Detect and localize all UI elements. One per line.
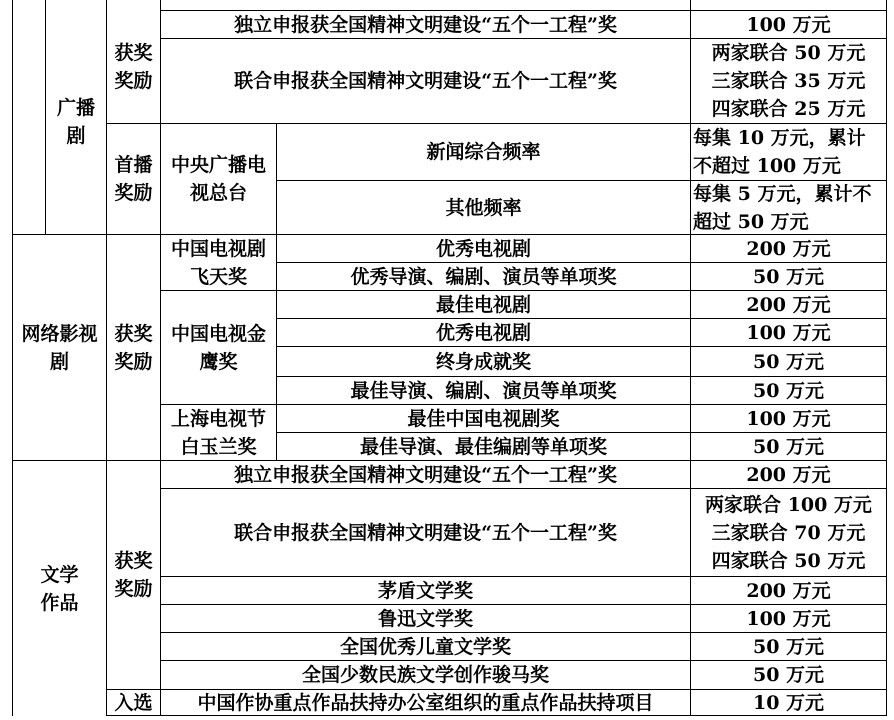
amount-value: 100 万元 bbox=[746, 13, 831, 36]
table-row-item bbox=[161, 11, 690, 38]
item-label: 全国优秀儿童文学奖 bbox=[339, 635, 511, 658]
subgroup-feitian bbox=[161, 235, 276, 290]
item-label: 独立申报获全国精神文明建设“五个一工程”奖 bbox=[234, 13, 617, 36]
item-label: 最佳导演、最佳编剧等单项奖 bbox=[359, 435, 607, 458]
table-row-item bbox=[277, 124, 690, 180]
amount-value: 10 万元 bbox=[752, 691, 825, 714]
group-selected bbox=[107, 690, 160, 715]
amount-value: 两家联合 50 万元 bbox=[711, 42, 866, 64]
item-label: 最佳电视剧 bbox=[435, 293, 531, 316]
table-row-amount bbox=[691, 377, 886, 404]
table-row-amount bbox=[691, 461, 886, 488]
group-award bbox=[107, 235, 160, 460]
table-row-amount bbox=[691, 263, 886, 290]
table-row-item bbox=[277, 235, 690, 262]
table-row-amount bbox=[691, 489, 886, 576]
subgroup-label: 上海电视节白玉兰奖 bbox=[170, 407, 266, 458]
item-label: 最佳中国电视剧奖 bbox=[407, 407, 560, 430]
table-row-item bbox=[161, 690, 690, 715]
amount-value: 50 万元 bbox=[752, 664, 825, 686]
table-row-item bbox=[277, 377, 690, 404]
table-row-amount bbox=[691, 433, 886, 460]
table-row-item bbox=[277, 263, 690, 290]
group-label: 首播奖励 bbox=[114, 154, 153, 204]
table-row-item bbox=[161, 661, 690, 689]
table-row-item bbox=[277, 433, 690, 460]
item-label: 茅盾文学奖 bbox=[377, 579, 473, 602]
table-row-amount bbox=[691, 124, 886, 180]
amount-value: 四家联合 50 万元 bbox=[711, 549, 866, 572]
amount-value: 三家联合 35 万元 bbox=[711, 70, 866, 92]
table-row-item bbox=[161, 461, 690, 488]
table-row-item bbox=[277, 319, 690, 346]
table-row-amount bbox=[691, 405, 886, 432]
item-label: 优秀电视剧 bbox=[435, 237, 531, 260]
amount-value: 四家联合 25 万元 bbox=[711, 98, 866, 120]
amount-value: 50 万元 bbox=[752, 435, 825, 458]
section-radio-drama bbox=[46, 10, 106, 234]
amount-value: 200 万元 bbox=[746, 293, 831, 316]
section-literature bbox=[13, 461, 106, 716]
item-label: 中国作协重点作品扶持办公室组织的重点作品扶持项目 bbox=[197, 691, 654, 714]
item-label: 最佳导演、编剧、演员等单项奖 bbox=[350, 379, 617, 402]
amount-value: 50 万元 bbox=[752, 379, 825, 402]
table-row-item bbox=[277, 347, 690, 376]
group-award bbox=[107, 461, 160, 689]
table-row-item bbox=[161, 489, 690, 576]
amount-value: 每集 10 万元，累计 bbox=[693, 127, 866, 149]
item-label: 鲁迅文学奖 bbox=[377, 607, 473, 630]
table-row-amount bbox=[691, 235, 886, 262]
table-row-item bbox=[277, 405, 690, 432]
amount-value: 50 万元 bbox=[752, 350, 825, 373]
item-label: 联合申报获全国精神文明建设“五个一工程”奖 bbox=[234, 70, 617, 92]
table-row-amount bbox=[691, 11, 886, 38]
group-label: 获奖奖励 bbox=[114, 41, 153, 92]
section-label: 网络影视剧 bbox=[21, 322, 98, 373]
table-row-item bbox=[161, 39, 690, 123]
section-label: 广播剧 bbox=[56, 97, 95, 147]
group-award bbox=[107, 10, 160, 123]
table-row-amount bbox=[691, 690, 886, 715]
table-row-amount bbox=[691, 577, 886, 604]
table-row-item bbox=[161, 633, 690, 660]
amount-value: 100 万元 bbox=[746, 321, 831, 344]
table-row-amount bbox=[691, 181, 886, 234]
item-label: 优秀电视剧 bbox=[435, 321, 531, 344]
group-label: 获奖奖励 bbox=[114, 550, 153, 600]
group-first-broadcast bbox=[107, 124, 160, 234]
item-label: 独立申报获全国精神文明建设“五个一工程”奖 bbox=[234, 463, 617, 486]
subgroup-label: 中国电视金鹰奖 bbox=[170, 322, 266, 373]
amount-value: 200 万元 bbox=[746, 237, 831, 260]
amount-value: 超过 50 万元 bbox=[693, 210, 809, 233]
group-label: 入选 bbox=[114, 691, 153, 714]
item-label: 全国少数民族文学创作骏马奖 bbox=[301, 664, 549, 686]
group-label: 获奖奖励 bbox=[114, 322, 153, 373]
table-row-amount bbox=[691, 661, 886, 689]
section-label: 文学作品 bbox=[40, 563, 79, 614]
table-row-amount bbox=[691, 291, 886, 318]
amount-value: 200 万元 bbox=[746, 463, 831, 486]
table-row-amount bbox=[691, 605, 886, 632]
item-label: 终身成就奖 bbox=[435, 350, 531, 373]
amount-value: 不超过 100 万元 bbox=[693, 155, 841, 177]
amount-value: 每集 5 万元，累计不 bbox=[693, 182, 872, 205]
table-row-item bbox=[161, 577, 690, 604]
item-label: 其他频率 bbox=[445, 196, 522, 219]
amount-value: 三家联合 70 万元 bbox=[711, 521, 866, 544]
table-row-item bbox=[277, 291, 690, 318]
subgroup-jinying bbox=[161, 291, 276, 404]
subgroup-label: 中央广播电视总台 bbox=[170, 154, 266, 204]
amount-value: 50 万元 bbox=[752, 635, 825, 658]
subgroup-label: 中国电视剧飞天奖 bbox=[170, 237, 266, 288]
subgroup-baiyulan bbox=[161, 405, 276, 460]
subgroup-cctv bbox=[161, 124, 276, 234]
table-row-amount bbox=[691, 319, 886, 346]
amount-value: 两家联合 100 万元 bbox=[705, 493, 872, 516]
amount-value: 100 万元 bbox=[746, 607, 831, 630]
table-row-item bbox=[277, 181, 690, 234]
amount-value: 50 万元 bbox=[752, 265, 825, 288]
table-row-amount bbox=[691, 633, 886, 660]
table-row-item bbox=[161, 605, 690, 632]
item-label: 新闻综合频率 bbox=[426, 141, 541, 163]
section-web-drama bbox=[13, 235, 106, 460]
item-label: 联合申报获全国精神文明建设“五个一工程”奖 bbox=[234, 521, 617, 544]
table-row-amount bbox=[691, 39, 886, 123]
amount-value: 200 万元 bbox=[746, 579, 831, 602]
amount-value: 100 万元 bbox=[746, 407, 831, 430]
item-label: 优秀导演、编剧、演员等单项奖 bbox=[350, 265, 617, 288]
table-row-amount bbox=[691, 347, 886, 376]
